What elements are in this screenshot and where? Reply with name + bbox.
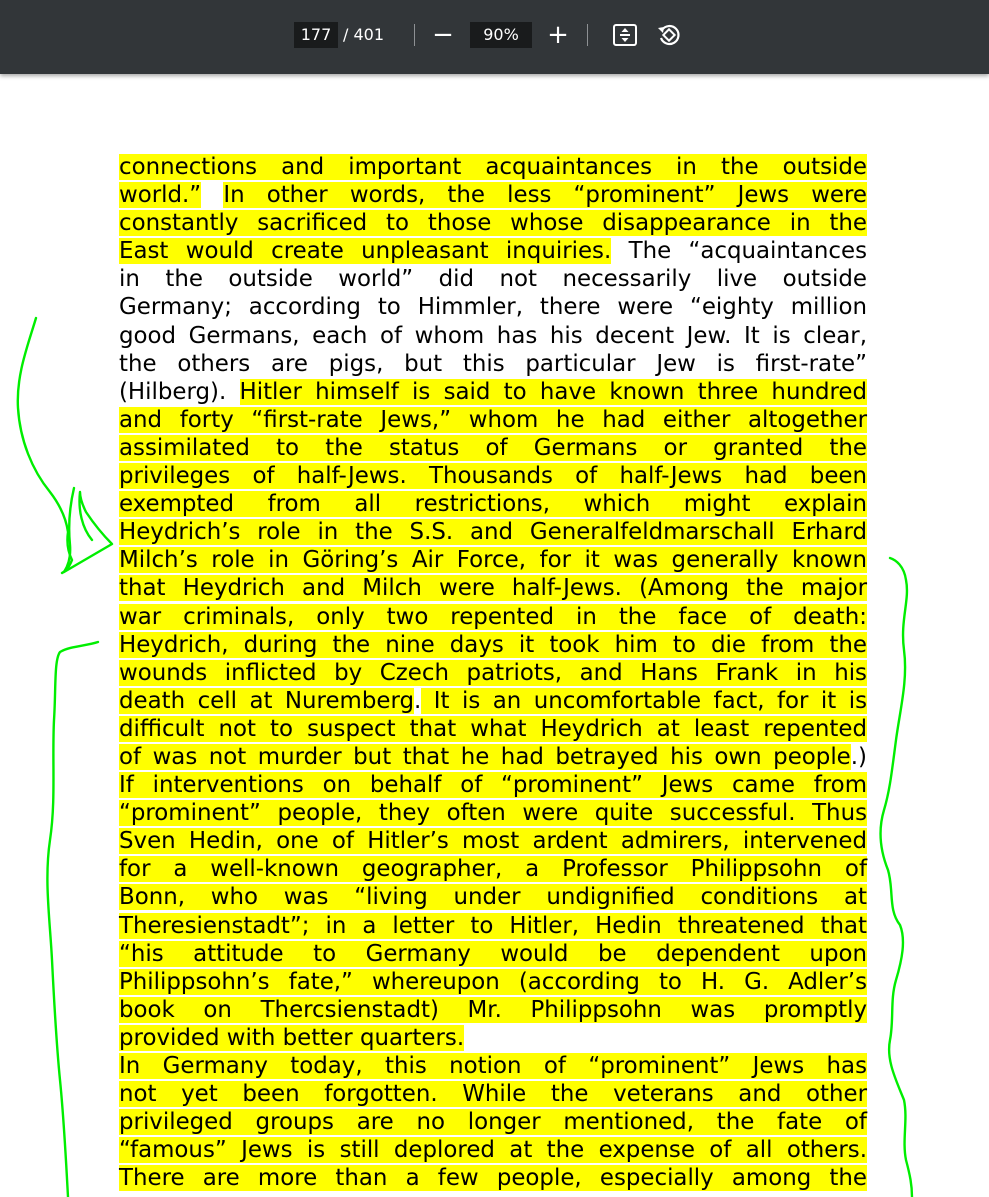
plain-text: in the outside world” did not necessarily live outside [119,266,867,293]
plain-text: (Hilberg). [119,378,240,405]
plain-text: . [414,687,422,714]
text-line [119,687,867,715]
text-line [119,406,867,434]
text-line [119,855,867,883]
highlighted-text: privileged groups are no longer mentioned, the fate of [119,1109,867,1136]
text-line [119,715,867,743]
text-line [119,883,867,911]
text-line [119,322,867,350]
rotate-counterclockwise-icon [655,21,683,49]
highlighted-text: death cell at Nuremberg [119,687,415,714]
text-line [119,209,867,237]
highlighted-text: and forty “first-rate Jews,” whom he had either altogether [119,406,867,433]
highlighted-text: world.” [119,182,202,209]
highlighted-text: “prominent” people, they often were quite successful. Thus [119,800,867,827]
highlighted-text: There are more than a few people, especially among the [119,1165,867,1192]
text-line [119,603,867,631]
highlighted-text: connections and important acquaintances in the outside [119,154,867,180]
text-line [119,771,867,799]
text-line [119,631,867,659]
page-total-label: / 401 [343,25,385,44]
text-line [119,518,867,546]
highlighted-text: war criminals, only two repented in the face of death: [119,603,867,630]
highlighted-text: book on Thercsienstadt) Mr. Philippsohn was promptly [119,996,867,1023]
highlighted-text: exempted from all restrictions, which might explain [119,491,867,518]
highlighted-text: In Germany today, this notion of “prominent” Jews has [119,1053,867,1079]
text-line [119,153,867,181]
highlighted-text: Milch’s role in Göring’s Air Force, for it was generally known [119,547,867,574]
text-line [119,799,867,827]
text-line [119,743,867,771]
text-line [119,1164,867,1192]
plain-text: The “acquaintances [611,238,867,265]
text-line [119,434,867,462]
page-text [119,153,867,1192]
text-line [119,490,867,518]
plain-text: .) [850,743,867,770]
plus-icon: + [547,20,569,50]
text-line [119,659,867,687]
highlighted-text: Hitler himself is said to have known three hundred [239,378,868,405]
highlighted-text: East would create unpleasant inquiries. [119,238,612,265]
highlighted-text: constantly sacrificed to those whose disappearance in the [119,210,867,237]
toolbar-divider [414,24,415,46]
fit-to-page-icon [612,23,638,47]
text-line [119,1080,867,1108]
text-line [119,827,867,855]
text-line [119,181,867,209]
text-line [119,968,867,996]
text-line [119,462,867,490]
highlighted-text: Heydrich’s role in the S.S. and Generalfeldmarschall Erhard [119,519,867,546]
pdf-toolbar [0,0,989,74]
text-line [119,940,867,968]
highlighted-text: assimilated to the status of Germans or granted the [119,434,867,461]
toolbar-divider [587,24,588,46]
highlighted-text: Theresienstadt”; in a letter to Hitler, Hedin threatened that [119,912,867,939]
text-line [119,996,867,1024]
plain-text: good Germans, each of whom has his decent Jew. It is clear, [119,322,867,349]
highlighted-text: Philippsohn’s fate,” whereupon (according to H. G. Adler’s [119,968,867,995]
highlighted-text: “famous” Jews is still deplored at the expense of all others. [119,1137,867,1164]
zoom-in-button[interactable] [541,20,575,50]
text-line [119,1136,867,1164]
text-line [119,378,867,406]
highlighted-text: In other words, the less “prominent” Jews were [223,182,867,209]
highlighted-text: for a well-known geographer, a Professor Philippsohn of [119,856,867,883]
text-line [119,237,867,265]
highlighted-text: If interventions on behalf of “prominent” Jews came from [119,772,867,799]
text-line [119,546,867,574]
text-line [119,574,867,602]
highlighted-text: Bonn, who was “living under undignified conditions at [119,884,867,911]
zoom-level-input[interactable]: 90% [470,22,532,48]
highlighted-text: that Heydrich and Milch were half-Jews. (Among the major [119,575,867,602]
text-line [119,350,867,378]
highlighted-text: wounds inflicted by Czech patriots, and Hans Frank in his [119,659,867,686]
plain-text: the others are pigs, but this particular Jew is first-rate” [119,350,867,377]
text-line [119,293,867,321]
highlighted-text: It is an uncomfortable fact, for it is [421,687,867,714]
fit-page-button[interactable] [608,20,642,50]
page-number-input[interactable] [294,22,338,48]
text-line [119,265,867,293]
highlighted-text: not yet been forgotten. While the veterans and other [119,1081,867,1108]
rotate-button[interactable] [652,20,686,50]
highlighted-text: Heydrich, during the nine days it took him to die from the [119,631,867,658]
highlighted-text: privileges of half-Jews. Thousands of half-Jews had been [119,463,867,490]
text-line [119,1108,867,1136]
highlighted-text: of was not murder but that he had betrayed his own people [119,743,851,770]
text-line [119,912,867,940]
plain-text [201,182,223,208]
minus-icon: − [432,20,454,50]
text-line [119,1024,867,1052]
highlighted-text: provided with better quarters. [119,1024,465,1051]
highlighted-text: Sven Hedin, one of Hitler’s most ardent admirers, intervened [119,828,867,855]
zoom-out-button[interactable] [426,20,460,50]
highlighted-text: “his attitude to Germany would be dependent upon [119,940,867,967]
highlighted-text: difficult not to suspect that what Heydrich at least repented [119,715,867,742]
plain-text: Germany; according to Himmler, there were “eighty million [119,294,867,321]
text-line [119,1052,867,1080]
